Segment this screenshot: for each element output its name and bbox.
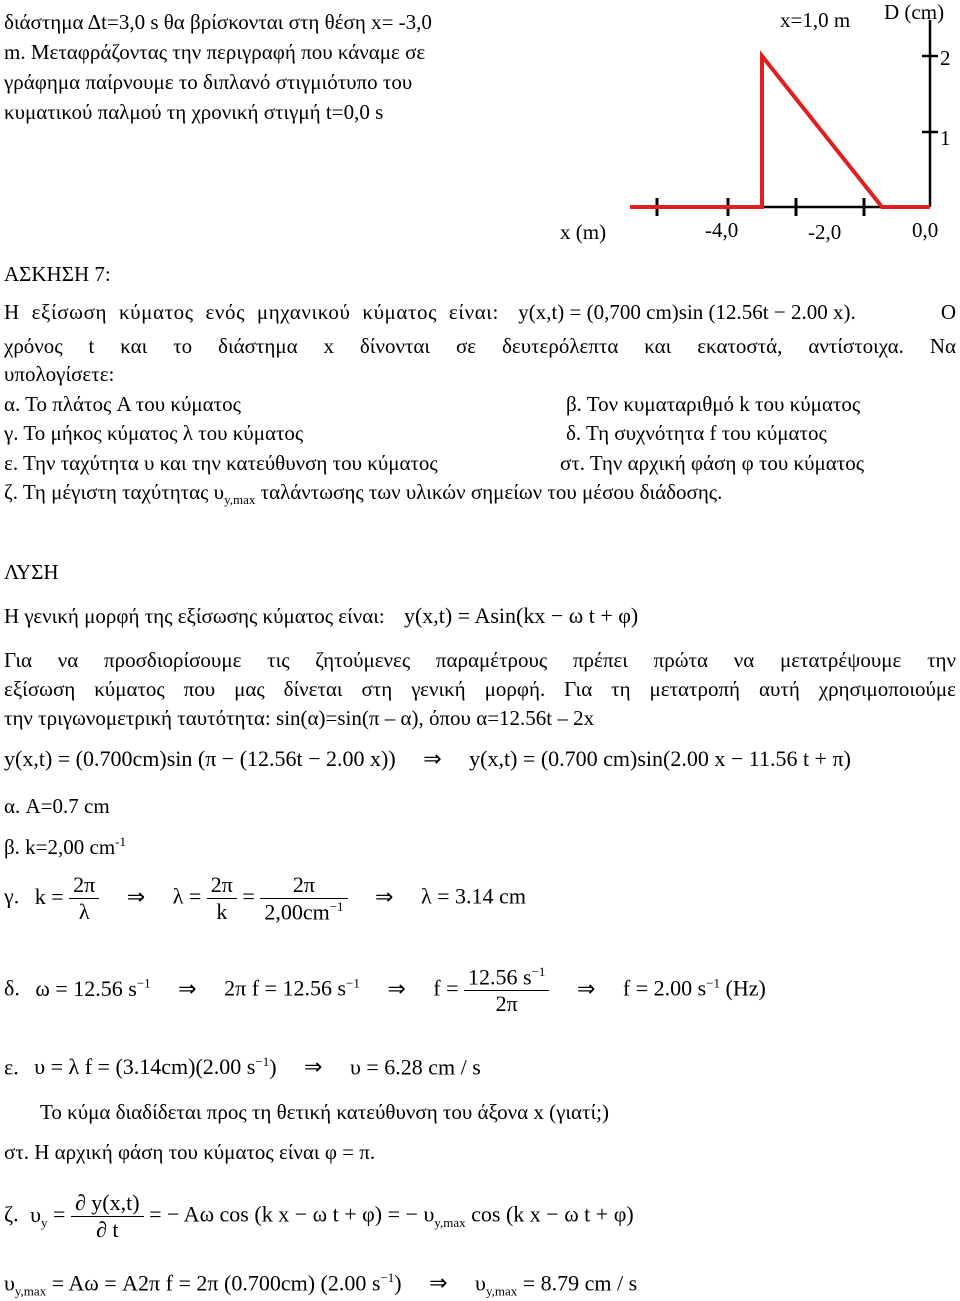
fraction-2pi-over-k-value: $\frac{2\pi}{2,00cm^{-1}}$ [260,872,347,925]
answer-d-unit: (Hz) [720,975,766,1001]
question-z-subscript: y,max [224,492,256,508]
answer-e-direction: Το κύμα διαδίδεται προς τη θετική κατεύθυνση του άξονα x (γιατί;) [40,1100,609,1124]
solution-paragraph-1: Για να προσδιορίσουμε τις ζητούμενες παραμέτρους πρέπει πρώτα να μετατρέψουμε την [4,648,956,672]
answer-e-result: υ = 6.28 cm / s [349,1054,481,1080]
implies-arrow: ⇒ [178,975,197,1001]
y-tick-2: 2 [940,46,951,70]
answer-d-result: f = 2.00 s [622,975,707,1001]
question-b: β. Τον κυματαριθμό k του κύματος [566,392,861,416]
general-form-line [4,603,638,629]
answer-st: στ. Η αρχική φάση του κύματος είναι φ = π. [4,1140,376,1164]
answer-e-label: ε. [4,1054,19,1080]
answer-e: ε. υ = λ f = (3.14cm)(2.00 $s^{-1}$) ⇒ υ = 6.28 cm / s [4,1054,481,1080]
y-axis-label: D (cm) [884,0,945,24]
question-a: α. Το πλάτος A του κύματος [4,392,241,416]
pulse-graph [500,0,960,240]
x-tick-minus2: -2,0 [808,220,842,244]
answer-b [4,834,126,860]
answer-z-label: ζ. [4,1201,19,1227]
answer-d-label: δ. [4,975,20,1001]
given-wave-equation: y(x,t) = (0,700 cm)sin (12.56t − 2.00 x). [518,300,856,324]
question-z-text: ζ. Τη μέγιστη ταχύτητας υ [4,480,225,504]
pulse-shape [630,56,930,207]
implies-arrow: ⇒ [429,1270,448,1296]
fraction-2pi-over-k: $\frac{2\pi}{k}$ [207,872,237,925]
question-z [4,480,722,508]
answer-z-max: $\upsilon_{y,max} = A\omega = A2\pi$ f = 2π (0.700cm) (2.00 $s^{-1}$) ⇒ $\upsilon_{y,max} = 8.79$ cm / s [4,1270,638,1299]
implies-arrow: ⇒ [375,883,394,909]
question-z-rest: ταλάντωσης των υλικών σημείων του μέσου διάδοσης. [255,480,723,504]
exercise-title: ΑΣΚΗΣΗ 7: [4,262,111,286]
x-tick-minus4: -4,0 [705,218,739,242]
implies-arrow: ⇒ [576,975,596,1001]
implies-arrow: ⇒ [423,746,442,771]
exercise-statement-1 [4,300,956,325]
solution-paragraph-3: την τριγωνομετρική ταυτότητα: sin(α)=sin(π – α), όπου α=12.56t – 2x [4,706,595,730]
general-wave-equation: y(x,t) = Asin(kx − ω t + φ) [403,603,639,628]
answer-d-f: f = [433,975,459,1001]
answer-c-equals: = [242,883,255,909]
implies-arrow: ⇒ [304,1054,323,1080]
answer-z-max-calculation: = Aω = A2π f = 2π (0.700cm) (2.00 s [46,1270,381,1296]
answer-c-lambda: λ = [172,883,202,909]
intro-line-3: γράφημα παίρνουμε το διπλανό στιγμιότυπο του [4,70,413,94]
answer-b-exponent: -1 [115,834,127,849]
question-e: ε. Την ταχύτητα υ και την κατεύθυνση του κύματος [4,451,438,475]
implies-arrow: ⇒ [387,975,406,1001]
general-form-text: Η γενική μορφή της εξίσωσης κύματος είναι: [4,604,385,628]
equation-transform-left: y(x,t) = (0.700cm)sin (π − (12.56t − 2.00 x)) [4,746,396,771]
intro-line-1: διάστημα Δt=3,0 s θα βρίσκονται στη θέση x= -3,0 [4,10,432,34]
x-tick-0: 0,0 [912,218,939,242]
exercise-statement-2: χρόνος t και το διάστημα x δίνονται σε δευτερόλεπτα και εκατοστά, αντίστοιχα. Να [4,334,956,358]
statement-text: Η εξίσωση κύματος ενός μηχανικού κύματος είναι: [4,300,499,324]
answer-z-max-result: υ [475,1270,486,1296]
answer-d: δ. ω = 12.56 $s^{-1}$ ⇒ 2π f = 12.56 $s^{-1}$ ⇒ f = $\frac{12.56 s^{-1}}{2\pi}$ ⇒ f = 2.00 $s^{-1}$ (Hz) [4,964,766,1017]
x-axis-label: x (m) [560,220,607,244]
question-st: στ. Την αρχική φάση φ του κύματος [560,451,865,475]
answer-d-middle: 2π f = 12.56 s [224,975,347,1001]
answer-a: α. A=0.7 cm [4,794,110,818]
answer-d-omega: ω = 12.56 s [35,975,137,1001]
question-c: γ. Το μήκος κύματος λ του κύματος [4,421,304,445]
implies-arrow: ⇒ [126,883,146,909]
answer-c-label: γ. [4,883,20,909]
fraction-partial-derivative: $\frac{\partial y(x,t)}{\partial t}$ [71,1190,144,1243]
answer-c-k: k = [34,883,64,909]
question-d: δ. Τη συχνότητα f του κύματος [566,421,827,445]
position-label: x=1,0 m [780,8,851,32]
answer-b-text: β. k=2,00 cm [4,835,116,859]
exercise-statement-3: υπολογίσετε: [4,362,115,386]
answer-z-max-velocity: υ [4,1270,15,1296]
fraction-2pi-over-lambda: $\frac{2\pi}{\lambda}$ [69,872,99,925]
answer-z: ζ. $\upsilon_y$ = $\frac{\partial y(x,t)}{\partial t}$ = − Aω cos (k x − ω t + φ) = − $\upsilon_{y,max}$ cos (k x − ω t + φ) [4,1190,634,1242]
answer-z-velocity: υ [30,1201,42,1227]
answer-c [4,872,526,925]
fraction-omega-over-2pi: $\frac{12.56 s^{-1}}{2\pi}$ [464,964,549,1017]
answer-z-rhs: = − Aω cos (k x − ω t + φ) = − υ [149,1201,435,1227]
intro-line-2: m. Μεταφράζοντας την περιγραφή που κάναμε σε [4,40,426,64]
equation-transform-right: y(x,t) = (0.700 cm)sin(2.00 x − 11.56 t + π) [469,746,851,771]
intro-line-4: κυματικού παλμού τη χρονική στιγμή t=0,0 s [4,100,384,124]
statement-end: Ο [940,300,956,324]
solution-title: ΛΥΣΗ [4,560,59,584]
answer-c-result: λ = 3.14 cm [420,883,526,909]
answer-e-equation: υ = λ f = (3.14cm)(2.00 s [34,1054,256,1080]
equation-transform [4,746,851,772]
y-tick-1: 1 [940,126,951,150]
solution-paragraph-2: εξίσωση κύματος που μας δίνεται στη γενική μορφή. Για τη μετατροπή αυτή χρησιμοποιούμε [4,677,956,701]
